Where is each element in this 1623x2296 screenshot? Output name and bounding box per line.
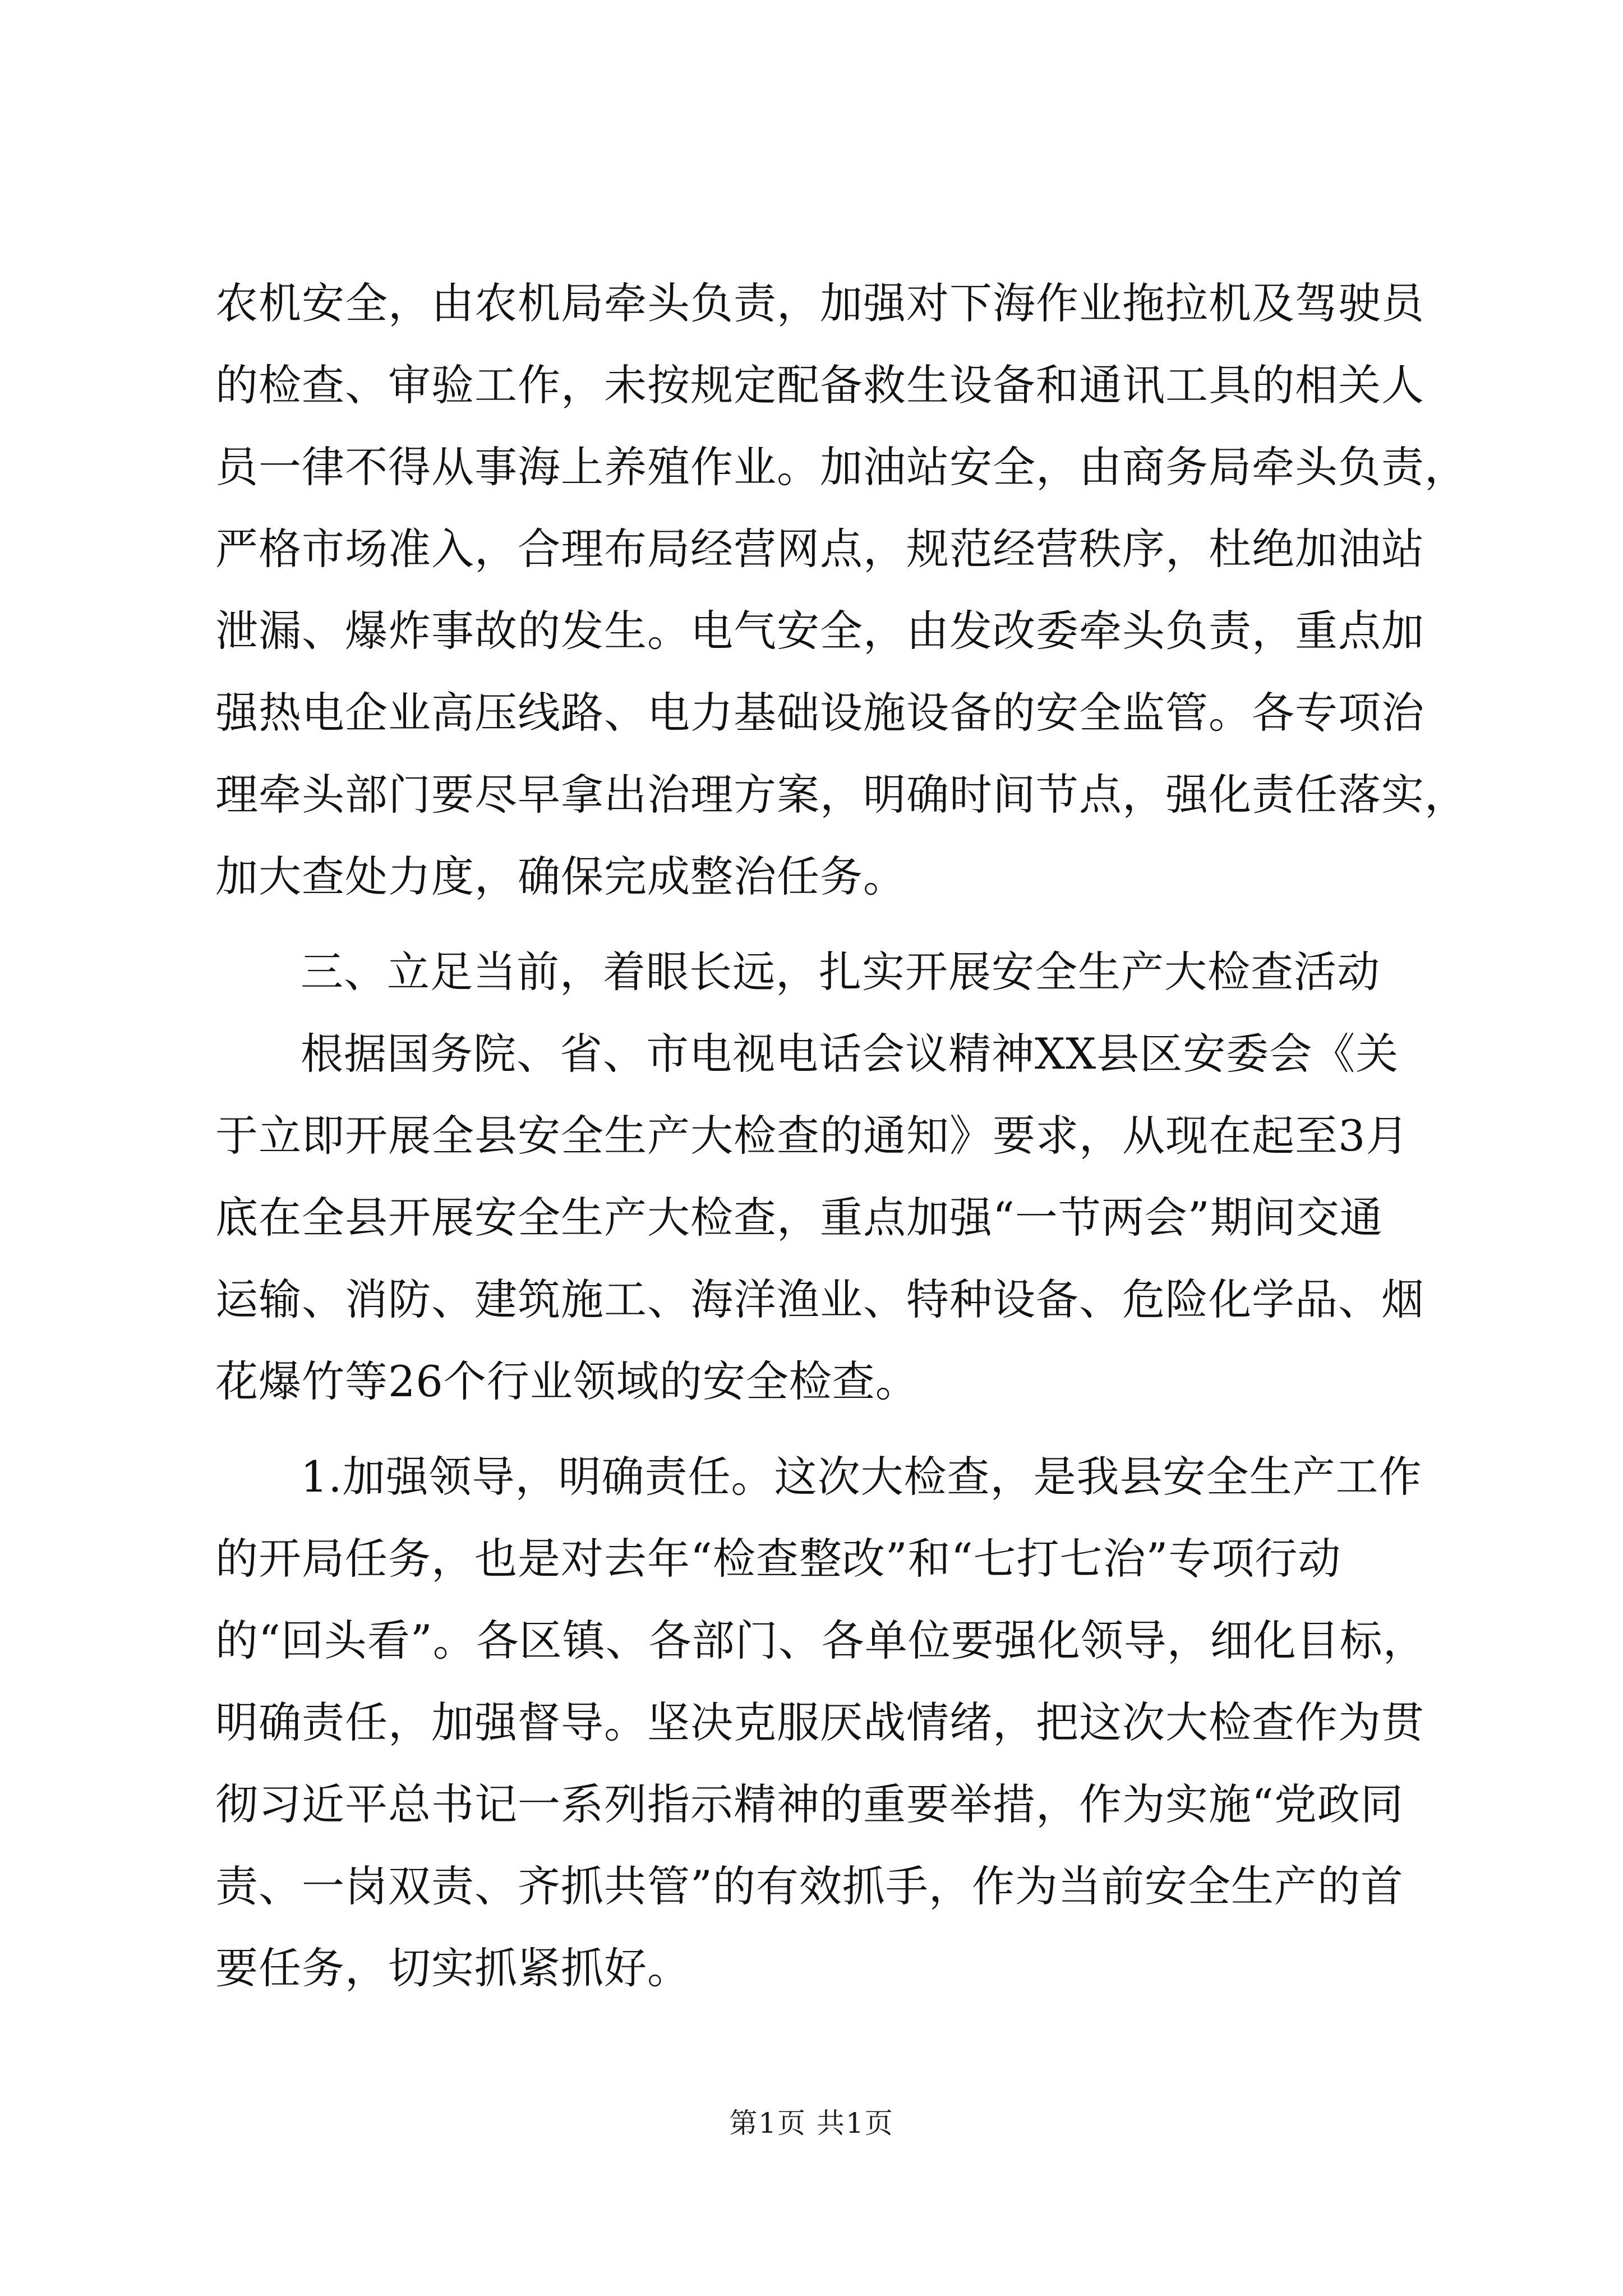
paragraph-line: 底在全县开展安全生产大检查，重点加强“一节两会”期间交通	[215, 1193, 1383, 1243]
page-footer: 第1页 共1页	[729, 2107, 894, 2139]
paragraph-line: 于立即开展全县安全生产大检查的通知》要求，从现在起至3月	[215, 1111, 1409, 1161]
paragraph-line: 员一律不得从事海上养殖作业。加油站安全，由商务局牵头负责，	[215, 442, 1468, 492]
paragraph-line: 根据国务院、省、市电视电话会议精神XX县区安委会《关	[301, 1029, 1399, 1079]
paragraph-line: 明确责任，加强督导。坚决克服厌战情绪，把这次大检查作为贯	[215, 1697, 1424, 1747]
paragraph-line: 严格市场准入，合理布局经营网点，规范经营秩序，杜绝加油站	[215, 524, 1424, 574]
paragraph-line: 的检查、审验工作，未按规定配备救生设备和通讯工具的相关人	[215, 360, 1424, 410]
paragraph-line: 强热电企业高压线路、电力基础设施设备的安全监管。各专项治	[215, 688, 1424, 738]
paragraph-line: 彻习近平总书记一系列指示精神的重要举措，作为实施“党政同	[215, 1779, 1404, 1829]
paragraph-line: 运输、消防、建筑施工、海洋渔业、特种设备、危险化学品、烟	[215, 1274, 1424, 1324]
paragraph-line: 理牵头部门要尽早拿出治理方案，明确时间节点，强化责任落实，	[215, 770, 1468, 820]
paragraph-line: 农机安全，由农机局牵头负责，加强对下海作业拖拉机及驾驶员	[215, 278, 1424, 328]
paragraph-line: 1.加强领导，明确责任。这次大检查，是我县安全生产工作	[301, 1452, 1422, 1502]
paragraph-line: 责、一岗双责、齐抓共管”的有效抓手，作为当前安全生产的首	[215, 1861, 1404, 1911]
paragraph-line: 的“回头看”。各区镇、各部门、各单位要强化领导，细化目标，	[215, 1616, 1426, 1665]
paragraph-line: 的开局任务，也是对去年“检查整改”和“七打七治”专项行动	[215, 1534, 1341, 1584]
paragraph-line: 花爆竹等26个行业领域的安全检查。	[215, 1356, 919, 1406]
document-body	[215, 263, 1468, 2009]
paragraph-line: 泄漏、爆炸事故的发生。电气安全，由发改委牵头负责，重点加	[215, 606, 1424, 656]
paragraph-line: 加大查处力度，确保完成整治任务。	[215, 852, 906, 901]
paragraph-line: 要任务，切实抓紧抓好。	[215, 1943, 690, 1993]
section-heading: 三、立足当前，着眼长远，扎实开展安全生产大检查活动	[301, 947, 1380, 997]
